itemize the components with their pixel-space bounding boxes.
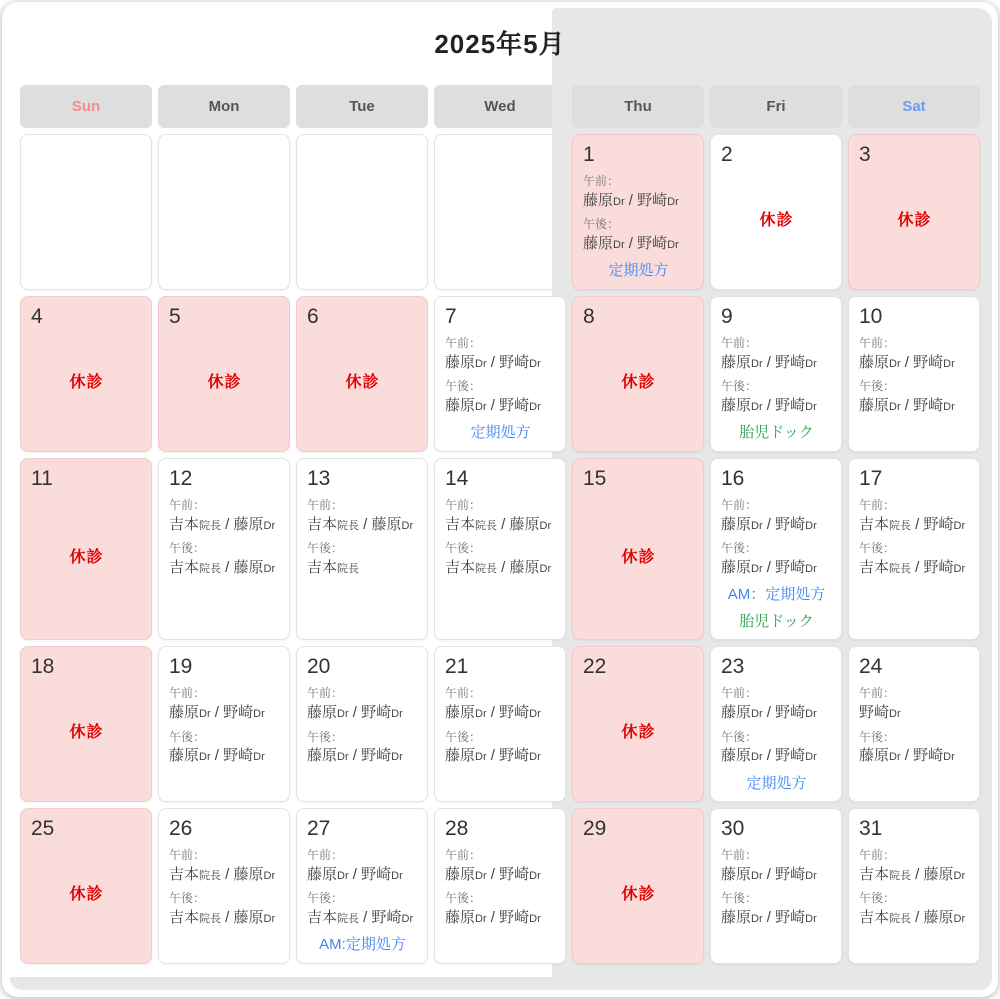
calendar-grid <box>20 85 980 964</box>
am-doctors: 藤原Dr / 野崎Dr <box>445 866 541 884</box>
am-label: 午前： <box>583 174 620 189</box>
pm-doctors: 藤原Dr / 野崎Dr <box>583 235 679 253</box>
am-label: 午前： <box>445 336 482 351</box>
am-doctors: 吉本院長 / 藤原Dr <box>307 515 414 533</box>
am-doctors: 藤原Dr / 野崎Dr <box>169 704 265 722</box>
am-label: 午前： <box>445 686 482 701</box>
closed-label: 休診 <box>621 724 656 742</box>
closed-label: 休診 <box>621 373 656 391</box>
note-blue: 定期処方 <box>746 774 807 792</box>
am-label: 午前： <box>859 336 896 351</box>
pm-label: 午後： <box>307 729 344 744</box>
am-doctors: 藤原Dr / 野崎Dr <box>445 353 541 371</box>
note-green: 胎児ドック <box>739 612 814 630</box>
pm-doctors: 吉本院長 / 野崎Dr <box>859 558 966 576</box>
day-number: 1 <box>583 143 595 166</box>
pm-doctors: 吉本院長 / 藤原Dr <box>169 558 276 576</box>
pm-label: 午後： <box>445 379 482 394</box>
am-label: 午前： <box>859 686 896 701</box>
day-number: 26 <box>169 817 193 841</box>
am-label: 午前： <box>169 848 206 863</box>
am-doctors: 藤原Dr / 野崎Dr <box>445 704 541 722</box>
pm-label: 午後： <box>721 379 758 394</box>
am-doctors: 藤原Dr / 野崎Dr <box>307 704 403 722</box>
calendar-cell-day-29 <box>572 808 704 964</box>
closed-label: 休診 <box>345 373 380 391</box>
pm-doctors: 藤原Dr / 野崎Dr <box>721 558 817 576</box>
pm-label: 午後： <box>169 891 206 906</box>
note-blue: AM：定期処方 <box>727 586 826 604</box>
note-blue: AM:定期処方 <box>319 936 406 954</box>
closed-label: 休診 <box>897 212 932 230</box>
pm-label: 午後： <box>445 541 482 556</box>
am-label: 午前： <box>721 848 758 863</box>
am-doctors: 吉本院長 / 藤原Dr <box>169 515 276 533</box>
calendar-cell-day-9 <box>710 296 842 452</box>
calendar-cell-day-2 <box>710 134 842 290</box>
closed-label: 休診 <box>759 212 794 230</box>
pm-doctors: 吉本院長 / 藤原Dr <box>169 909 276 927</box>
am-doctors: 吉本院長 / 藤原Dr <box>445 515 552 533</box>
pm-doctors: 吉本院長 / 藤原Dr <box>859 909 966 927</box>
calendar-cell-day-13 <box>296 458 428 640</box>
am-doctors: 野崎Dr <box>859 704 901 722</box>
am-label: 午前： <box>445 498 482 513</box>
pm-label: 午後： <box>859 729 896 744</box>
calendar-cell-empty <box>158 134 290 290</box>
pm-doctors: 吉本院長 / 野崎Dr <box>307 909 414 927</box>
day-number: 2 <box>721 143 733 166</box>
closed-label: 休診 <box>69 373 104 391</box>
calendar-cell-day-16 <box>710 458 842 640</box>
am-label: 午前： <box>859 498 896 513</box>
pm-doctors: 藤原Dr / 野崎Dr <box>445 397 541 415</box>
am-label: 午前： <box>721 336 758 351</box>
am-doctors: 藤原Dr / 野崎Dr <box>859 353 955 371</box>
day-number: 5 <box>169 304 181 328</box>
calendar-cell-day-8 <box>572 296 704 452</box>
day-number: 27 <box>307 817 331 841</box>
pm-label: 午後： <box>859 891 896 906</box>
calendar-cell-day-3 <box>848 134 980 290</box>
am-label: 午前： <box>859 848 896 863</box>
am-doctors: 藤原Dr / 野崎Dr <box>721 704 817 722</box>
pm-label: 午後： <box>859 541 896 556</box>
day-number: 3 <box>859 143 871 166</box>
am-label: 午前： <box>169 686 206 701</box>
calendar-cell-day-22 <box>572 646 704 802</box>
am-doctors: 吉本院長 / 藤原Dr <box>859 866 966 884</box>
pm-doctors: 藤原Dr / 野崎Dr <box>721 747 817 765</box>
weekday-header-tue: Tue <box>296 85 428 128</box>
closed-label: 休診 <box>207 373 242 391</box>
day-number: 19 <box>169 655 193 679</box>
am-doctors: 吉本院長 / 藤原Dr <box>169 866 276 884</box>
calendar-cell-day-25 <box>20 808 152 964</box>
pm-doctors: 藤原Dr / 野崎Dr <box>721 397 817 415</box>
calendar-cell-day-19 <box>158 646 290 802</box>
day-number: 22 <box>583 655 607 679</box>
pm-doctors: 藤原Dr / 野崎Dr <box>445 747 541 765</box>
calendar-cell-day-14 <box>434 458 566 640</box>
day-number: 18 <box>31 655 55 679</box>
pm-doctors: 藤原Dr / 野崎Dr <box>721 909 817 927</box>
closed-label: 休診 <box>69 724 104 742</box>
gray-background-bottom <box>10 977 992 990</box>
am-label: 午前： <box>307 848 344 863</box>
pm-doctors: 藤原Dr / 野崎Dr <box>859 397 955 415</box>
pm-label: 午後： <box>583 217 620 232</box>
pm-label: 午後： <box>307 891 344 906</box>
day-number: 17 <box>859 466 883 490</box>
day-number: 6 <box>307 304 319 328</box>
am-doctors: 藤原Dr / 野崎Dr <box>721 866 817 884</box>
calendar-cell-empty <box>296 134 428 290</box>
pm-doctors: 吉本院長 / 藤原Dr <box>445 558 552 576</box>
day-number: 11 <box>31 466 53 490</box>
calendar-cell-empty <box>434 134 566 290</box>
day-number: 8 <box>583 304 595 328</box>
pm-label: 午後： <box>307 541 344 556</box>
weekday-header-sun: Sun <box>20 85 152 128</box>
calendar-cell-day-6 <box>296 296 428 452</box>
day-number: 23 <box>721 655 745 679</box>
day-number: 24 <box>859 655 883 679</box>
pm-label: 午後： <box>721 541 758 556</box>
calendar-cell-day-18 <box>20 646 152 802</box>
calendar-cell-day-21 <box>434 646 566 802</box>
am-label: 午前： <box>169 498 206 513</box>
am-label: 午前： <box>307 686 344 701</box>
calendar-cell-day-4 <box>20 296 152 452</box>
calendar-month-title: 2025年5月 <box>434 29 566 59</box>
pm-label: 午後： <box>169 729 206 744</box>
closed-label: 休診 <box>621 549 656 567</box>
calendar-cell-day-11 <box>20 458 152 640</box>
calendar-cell-day-10 <box>848 296 980 452</box>
day-number: 13 <box>307 466 331 490</box>
calendar-cell-day-7 <box>434 296 566 452</box>
closed-label: 休診 <box>621 886 656 904</box>
day-number: 15 <box>583 466 607 490</box>
weekday-header-wed: Wed <box>434 85 566 128</box>
calendar-cell-day-27 <box>296 808 428 964</box>
day-number: 7 <box>445 304 457 328</box>
day-number: 20 <box>307 655 331 679</box>
am-label: 午前： <box>721 498 758 513</box>
calendar-cell-day-5 <box>158 296 290 452</box>
note-blue: 定期処方 <box>608 262 669 280</box>
calendar-cell-day-28 <box>434 808 566 964</box>
day-number: 25 <box>31 817 55 841</box>
pm-doctors: 吉本院長 <box>307 558 360 576</box>
day-number: 16 <box>721 466 745 490</box>
calendar-cell-day-20 <box>296 646 428 802</box>
weekday-header-thu: Thu <box>572 85 704 128</box>
day-number: 21 <box>445 655 469 679</box>
calendar-cell-day-1 <box>572 134 704 290</box>
weekday-header-mon: Mon <box>158 85 290 128</box>
pm-label: 午後： <box>445 891 482 906</box>
pm-label: 午後： <box>169 541 206 556</box>
pm-label: 午後： <box>721 891 758 906</box>
am-label: 午前： <box>307 498 344 513</box>
calendar-cell-day-23 <box>710 646 842 802</box>
calendar-cell-day-31 <box>848 808 980 964</box>
day-number: 31 <box>859 817 883 841</box>
weekday-header-fri: Fri <box>710 85 842 128</box>
am-doctors: 藤原Dr / 野崎Dr <box>583 192 679 210</box>
calendar-cell-day-12 <box>158 458 290 640</box>
calendar-cell-day-17 <box>848 458 980 640</box>
am-label: 午前： <box>445 848 482 863</box>
am-doctors: 藤原Dr / 野崎Dr <box>307 866 403 884</box>
day-number: 29 <box>583 817 607 841</box>
closed-label: 休診 <box>69 886 104 904</box>
day-number: 14 <box>445 466 469 490</box>
day-number: 4 <box>31 304 43 328</box>
day-number: 28 <box>445 817 469 841</box>
pm-label: 午後： <box>859 379 896 394</box>
pm-label: 午後： <box>721 729 758 744</box>
pm-doctors: 藤原Dr / 野崎Dr <box>445 909 541 927</box>
note-green: 胎児ドック <box>739 424 814 442</box>
day-number: 10 <box>859 304 883 328</box>
calendar-cell-day-24 <box>848 646 980 802</box>
day-number: 12 <box>169 466 193 490</box>
note-blue: 定期処方 <box>470 424 531 442</box>
pm-label: 午後： <box>445 729 482 744</box>
calendar-cell-empty <box>20 134 152 290</box>
am-label: 午前： <box>721 686 758 701</box>
calendar-cell-day-30 <box>710 808 842 964</box>
am-doctors: 藤原Dr / 野崎Dr <box>721 515 817 533</box>
pm-doctors: 藤原Dr / 野崎Dr <box>169 747 265 765</box>
am-doctors: 藤原Dr / 野崎Dr <box>721 353 817 371</box>
day-number: 30 <box>721 817 745 841</box>
calendar-cell-day-15 <box>572 458 704 640</box>
day-number: 9 <box>721 304 733 328</box>
closed-label: 休診 <box>69 549 104 567</box>
gray-overlay-patch <box>552 85 568 293</box>
pm-doctors: 藤原Dr / 野崎Dr <box>307 747 403 765</box>
pm-doctors: 藤原Dr / 野崎Dr <box>859 747 955 765</box>
weekday-header-sat: Sat <box>848 85 980 128</box>
am-doctors: 吉本院長 / 野崎Dr <box>859 515 966 533</box>
calendar-cell-day-26 <box>158 808 290 964</box>
